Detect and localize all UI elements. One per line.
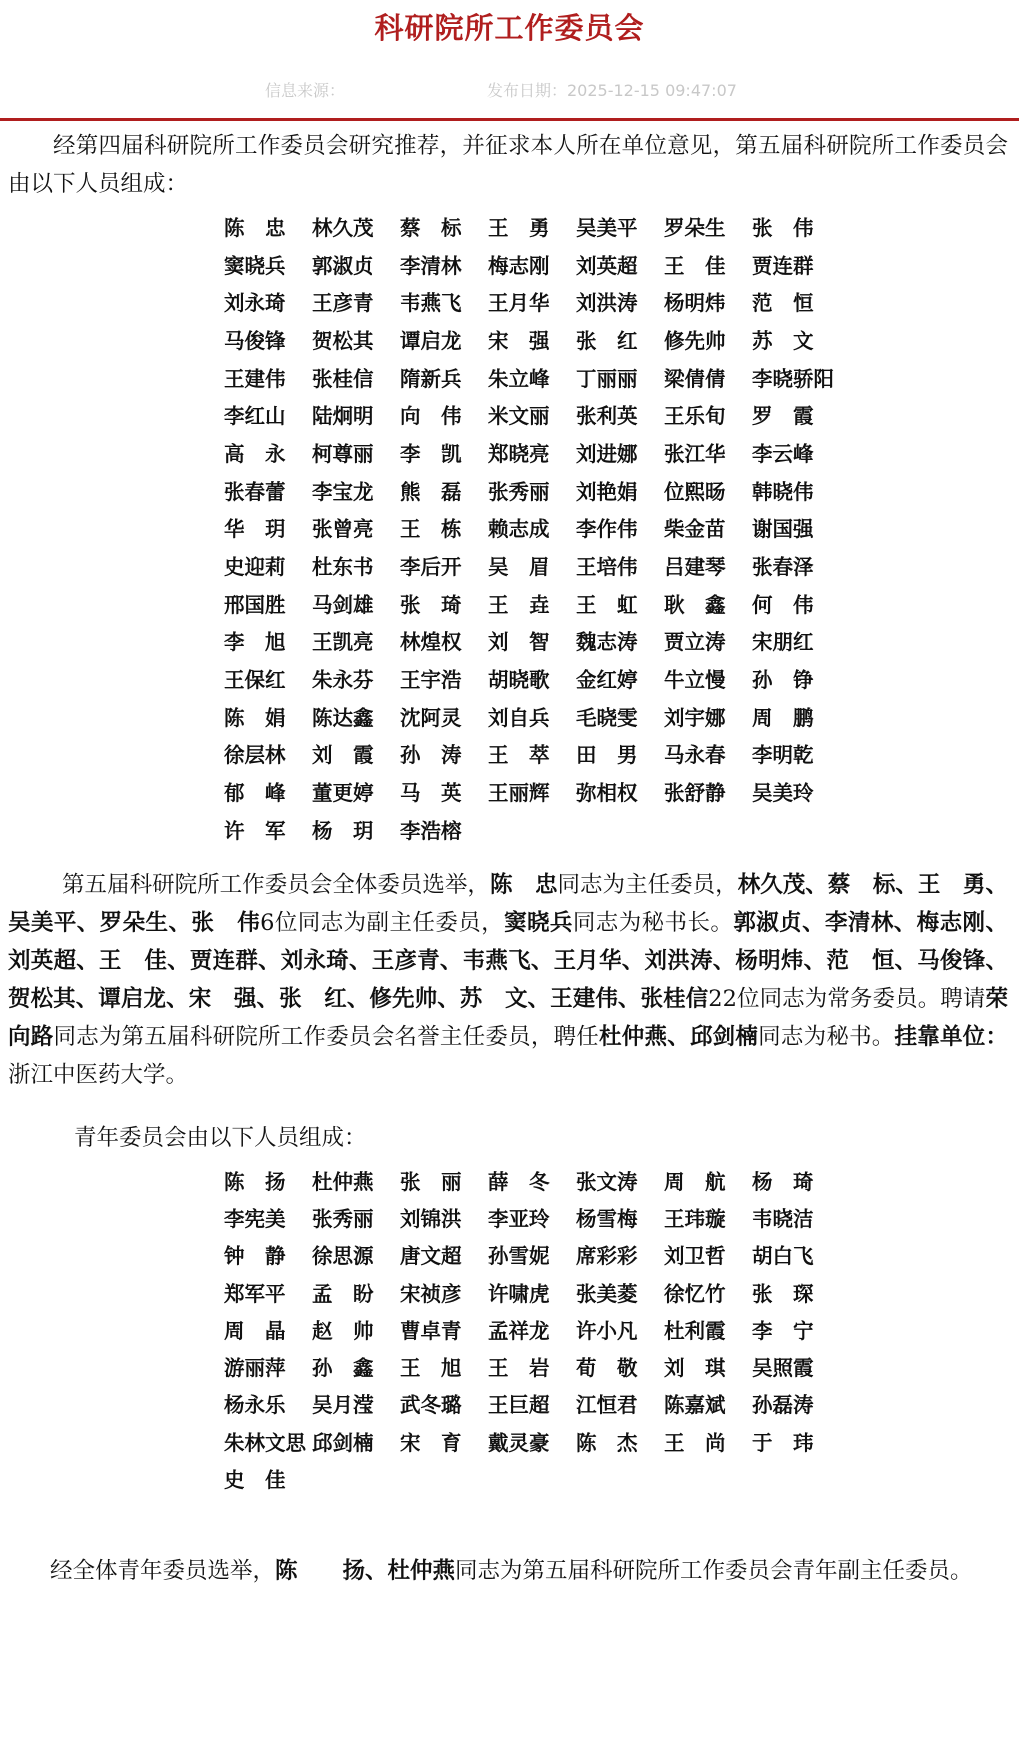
youth-vice-chair-names: 陈 扬、杜仲燕 — [275, 1558, 456, 1584]
member-name: 窦晓兵 — [224, 253, 286, 278]
member-name: 魏志涛 — [576, 630, 638, 655]
member-name: 徐忆竹 — [664, 1281, 726, 1306]
member-name: 王保红 — [224, 668, 286, 693]
member-name: 林久茂 — [312, 215, 374, 240]
member-name: 朱永芬 — [312, 668, 374, 693]
member-name: 刘艳娟 — [576, 479, 638, 504]
vice-chair-names: 林久茂、蔡 标、王 勇、吴美平、罗朵生、张 伟 — [8, 872, 1008, 936]
member-name: 王宇浩 — [400, 668, 462, 693]
member-name: 熊 磊 — [400, 479, 462, 504]
member-name: 曹卓青 — [400, 1318, 462, 1343]
member-name: 何 伟 — [752, 592, 814, 617]
member-name: 史 佳 — [224, 1468, 286, 1493]
member-name: 宋 育 — [400, 1430, 462, 1455]
member-name: 王 栋 — [400, 517, 462, 542]
member-name: 向 伟 — [400, 404, 462, 429]
member-name: 李 旭 — [224, 630, 286, 655]
member-name: 薛 冬 — [488, 1169, 550, 1194]
member-name: 孙雪妮 — [488, 1244, 550, 1269]
election-paragraph — [8, 866, 1008, 1094]
member-name: 朱立峰 — [488, 366, 550, 391]
member-name: 孟 盼 — [312, 1281, 374, 1306]
member-name: 刘洪涛 — [576, 291, 638, 316]
title-divider — [0, 118, 1019, 121]
member-name: 吕建琴 — [664, 555, 726, 580]
member-name: 李亚玲 — [488, 1206, 550, 1231]
member-name: 牛立慢 — [664, 668, 726, 693]
member-name: 王 垚 — [488, 592, 550, 617]
member-name: 徐层林 — [224, 743, 286, 768]
youth-election-text: 同志为第五届科研院所工作委员会青年副主任委员。 — [455, 1558, 973, 1584]
member-name: 孟祥龙 — [488, 1318, 550, 1343]
member-name: 许小凡 — [576, 1318, 638, 1343]
member-name: 罗 霞 — [752, 404, 814, 429]
member-name: 王 佳 — [664, 253, 726, 278]
member-name: 李红山 — [224, 404, 286, 429]
member-name: 刘英超 — [576, 253, 638, 278]
member-name: 范 恒 — [752, 291, 814, 316]
host-unit: 浙江中医药大学。 — [8, 1062, 189, 1088]
member-name: 田 男 — [576, 743, 638, 768]
member-name: 马俊锋 — [224, 328, 286, 353]
member-name: 华 玥 — [224, 517, 286, 542]
member-name: 陈达鑫 — [312, 705, 374, 730]
member-name: 沈阿灵 — [400, 705, 462, 730]
member-name: 林煌权 — [400, 630, 462, 655]
member-name: 荀 敬 — [576, 1356, 638, 1381]
member-name: 谢国强 — [752, 517, 814, 542]
honorary-chair-name: 荣向路 — [8, 986, 1008, 1050]
member-name: 贾立涛 — [664, 630, 726, 655]
member-name: 耿 鑫 — [664, 592, 726, 617]
member-name: 郭淑贞 — [312, 253, 374, 278]
member-name: 李 凯 — [400, 441, 462, 466]
source-label: 信息来源： — [265, 81, 346, 100]
member-name: 王建伟 — [224, 366, 286, 391]
member-name: 李云峰 — [752, 441, 814, 466]
member-name: 刘 智 — [488, 630, 550, 655]
member-name: 梁倩倩 — [664, 366, 726, 391]
member-name: 史迎莉 — [224, 555, 286, 580]
member-name: 陈嘉斌 — [664, 1393, 726, 1418]
member-name: 李清林 — [400, 253, 462, 278]
member-name: 武冬璐 — [400, 1393, 462, 1418]
member-name: 刘进娜 — [576, 441, 638, 466]
member-name: 位熙旸 — [664, 479, 726, 504]
standing-member-names: 郭淑贞、李清林、梅志刚、刘英超、王 佳、贾连群、刘永琦、王彦青、韦燕飞、王月华、刘洪涛、杨明炜、范 恒、马俊锋、贺松其、谭启龙、宋 强、张 红、修先帅、苏 文、王建伟、张桂信 — [8, 910, 1008, 1012]
member-name: 张秀丽 — [488, 479, 550, 504]
member-name: 陈 扬 — [224, 1169, 286, 1194]
member-name: 许啸虎 — [488, 1281, 550, 1306]
member-name: 郁 峰 — [224, 781, 286, 806]
member-name: 宋 强 — [488, 328, 550, 353]
member-name: 弥相权 — [576, 781, 638, 806]
member-name: 朱林文思 — [224, 1430, 306, 1455]
member-name: 张 伟 — [752, 215, 814, 240]
member-name: 蔡 标 — [400, 215, 462, 240]
youth-intro-paragraph: 青年委员会由以下人员组成： — [74, 1125, 367, 1151]
member-name: 陈 忠 — [224, 215, 286, 240]
member-name: 吴月滢 — [312, 1393, 374, 1418]
member-name: 孙 涛 — [400, 743, 462, 768]
member-name: 许 军 — [224, 818, 286, 843]
member-name: 胡白飞 — [752, 1244, 814, 1269]
member-name: 王 虹 — [576, 592, 638, 617]
member-name: 李后开 — [400, 555, 462, 580]
member-name: 刘永琦 — [224, 291, 286, 316]
member-name: 米文丽 — [488, 404, 550, 429]
member-name: 李晓骄阳 — [752, 366, 834, 391]
member-name: 毛晓雯 — [576, 705, 638, 730]
member-name: 张利英 — [576, 404, 638, 429]
chair-name: 陈 忠 — [489, 872, 558, 898]
member-name: 张春泽 — [752, 555, 814, 580]
member-name: 张春蕾 — [224, 479, 286, 504]
member-name: 张文涛 — [576, 1169, 638, 1194]
member-name: 陈 杰 — [576, 1430, 638, 1455]
member-name: 戴灵豪 — [488, 1430, 550, 1455]
member-name: 贺松其 — [312, 328, 374, 353]
member-name: 杨 玥 — [312, 818, 374, 843]
election-text: 第五届科研院所工作委员会全体委员选举， — [62, 872, 490, 898]
member-name: 刘 琪 — [664, 1356, 726, 1381]
member-name: 高 永 — [224, 441, 286, 466]
member-name: 张江华 — [664, 441, 726, 466]
member-name: 张秀丽 — [312, 1206, 374, 1231]
article-title: 科研院所工作委员会 — [374, 11, 645, 45]
secretary-general-name: 窦晓兵 — [504, 910, 573, 936]
member-name: 吴照霞 — [752, 1356, 814, 1381]
member-name: 徐思源 — [312, 1244, 374, 1269]
member-name: 唐文超 — [400, 1244, 462, 1269]
member-name: 王 勇 — [488, 215, 550, 240]
member-name: 陈 娟 — [224, 705, 286, 730]
member-name: 邢国胜 — [224, 592, 286, 617]
election-text: 同志为第五届科研院所工作委员会名誉主任委员，聘任 — [53, 1024, 600, 1050]
member-name: 杨 琦 — [752, 1169, 814, 1194]
member-name: 张 琦 — [400, 592, 462, 617]
member-name: 吴美玲 — [752, 781, 814, 806]
member-name: 赖志成 — [488, 517, 550, 542]
youth-election-paragraph — [8, 1552, 1008, 1590]
member-name: 杜利霞 — [664, 1318, 726, 1343]
member-name: 李浩榕 — [400, 818, 462, 843]
member-name: 王巨超 — [488, 1393, 550, 1418]
member-name: 江恒君 — [576, 1393, 638, 1418]
member-name: 赵 帅 — [312, 1318, 374, 1343]
election-text: 同志为秘书长。 — [572, 910, 734, 936]
member-name: 马 英 — [400, 781, 462, 806]
member-name: 金红婷 — [576, 668, 638, 693]
member-name: 王月华 — [488, 291, 550, 316]
member-name: 王彦青 — [312, 291, 374, 316]
member-name: 周 晶 — [224, 1318, 286, 1343]
member-name: 邱剑楠 — [312, 1430, 374, 1455]
member-name: 王玮璇 — [664, 1206, 726, 1231]
member-name: 吴 眉 — [488, 555, 550, 580]
host-label: 挂靠单位： — [894, 1024, 1008, 1050]
member-name: 王培伟 — [576, 555, 638, 580]
member-name: 王凯亮 — [312, 630, 374, 655]
member-name: 张美菱 — [576, 1281, 638, 1306]
member-name: 杜仲燕 — [312, 1169, 374, 1194]
member-name: 周 鹏 — [752, 705, 814, 730]
member-name: 马永春 — [664, 743, 726, 768]
member-name: 梅志刚 — [488, 253, 550, 278]
member-name: 王 岩 — [488, 1356, 550, 1381]
member-name: 修先帅 — [664, 328, 726, 353]
member-name: 韦晓洁 — [752, 1206, 814, 1231]
member-name: 孙 铮 — [752, 668, 814, 693]
member-name: 孙 鑫 — [312, 1356, 374, 1381]
member-name: 柯尊丽 — [312, 441, 374, 466]
election-text: 同志为主任委员， — [557, 872, 738, 898]
member-name: 游丽萍 — [224, 1356, 286, 1381]
member-name: 王 尚 — [664, 1430, 726, 1455]
member-name: 张桂信 — [312, 366, 374, 391]
member-name: 韦燕飞 — [400, 291, 462, 316]
member-name: 杜东书 — [312, 555, 374, 580]
member-name: 李宪美 — [224, 1206, 286, 1231]
member-name: 周 航 — [664, 1169, 726, 1194]
member-name: 杨明炜 — [664, 291, 726, 316]
election-text: 22位同志为常务委员。聘请 — [708, 986, 986, 1012]
member-name: 陆炯明 — [312, 404, 374, 429]
member-name: 刘自兵 — [488, 705, 550, 730]
member-name: 罗朵生 — [664, 215, 726, 240]
member-list — [224, 207, 840, 848]
member-name: 苏 文 — [752, 328, 814, 353]
member-name: 柴金苗 — [664, 517, 726, 542]
secretary-names: 杜仲燕、邱剑楠 — [599, 1024, 759, 1050]
member-name: 宋朋红 — [752, 630, 814, 655]
member-name: 郑军平 — [224, 1281, 286, 1306]
member-name: 马剑雄 — [312, 592, 374, 617]
member-name: 王 旭 — [400, 1356, 462, 1381]
member-name: 刘锦洪 — [400, 1206, 462, 1231]
member-name: 刘 霞 — [312, 743, 374, 768]
member-name: 刘宇娜 — [664, 705, 726, 730]
member-name: 王丽辉 — [488, 781, 550, 806]
member-name: 张 红 — [576, 328, 638, 353]
youth-member-list — [224, 1161, 840, 1497]
member-name: 吴美平 — [576, 215, 638, 240]
member-name: 王 萃 — [488, 743, 550, 768]
member-name: 李 宁 — [752, 1318, 814, 1343]
member-name: 张 琛 — [752, 1281, 814, 1306]
member-name: 谭启龙 — [400, 328, 462, 353]
member-name: 李作伟 — [576, 517, 638, 542]
youth-election-text: 经全体青年委员选举， — [50, 1558, 276, 1584]
member-name: 宋祯彦 — [400, 1281, 462, 1306]
member-name: 王乐旬 — [664, 404, 726, 429]
member-name: 郑晓亮 — [488, 441, 550, 466]
intro-paragraph: 经第四届科研院所工作委员会研究推荐，并征求本人所在单位意见，第五届科研院所工作委员会由以下人员组成： — [8, 133, 1008, 197]
member-name: 钟 静 — [224, 1244, 286, 1269]
election-text: 6位同志为副主任委员， — [260, 910, 505, 936]
member-name: 孙磊涛 — [752, 1393, 814, 1418]
member-name: 韩晓伟 — [752, 479, 814, 504]
member-name: 胡晓歌 — [488, 668, 550, 693]
member-name: 贾连群 — [752, 253, 814, 278]
member-name: 李宝龙 — [312, 479, 374, 504]
election-text: 同志为秘书。 — [758, 1024, 895, 1050]
member-name: 杨永乐 — [224, 1393, 286, 1418]
member-name: 刘卫哲 — [664, 1244, 726, 1269]
member-name: 隋新兵 — [400, 366, 462, 391]
member-name: 于 玮 — [752, 1430, 814, 1455]
member-name: 李明乾 — [752, 743, 814, 768]
member-name: 杨雪梅 — [576, 1206, 638, 1231]
member-name: 席彩彩 — [576, 1244, 638, 1269]
member-name: 张 丽 — [400, 1169, 462, 1194]
member-name: 张曾亮 — [312, 517, 374, 542]
member-name: 董更婷 — [312, 781, 374, 806]
member-name: 丁丽丽 — [576, 366, 638, 391]
publish-date: 发布日期：2025-12-15 09:47:07 — [487, 81, 737, 100]
member-name: 张舒静 — [664, 781, 726, 806]
